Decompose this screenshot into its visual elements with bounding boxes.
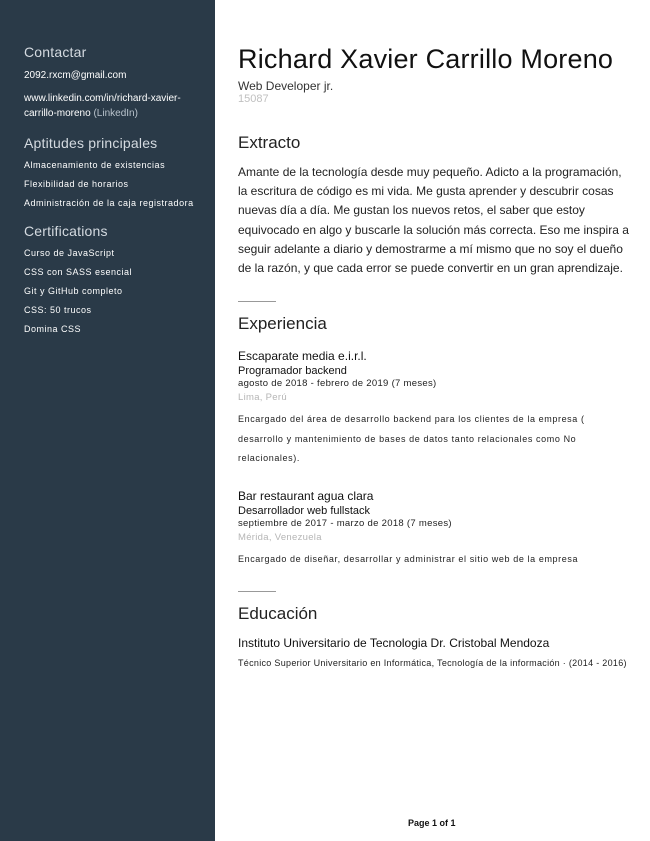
education-heading: Educación [238,604,318,624]
job-description: Encargado de diseñar, desarrollar y administrar el sitio web de la empresa [238,553,579,564]
job-company: Bar restaurant agua clara [238,488,374,503]
education-school: Instituto Universitario de Tecnologia Dr. Cristobal Mendoza [238,636,550,651]
summary-heading: Extracto [238,133,301,152]
job-title: Programador backend [238,365,347,378]
section-divider [238,301,276,302]
skills-section [24,135,205,209]
profile-headline: Web Developer jr. [238,79,334,93]
page-number: Page 1 of 1 [408,818,456,828]
job-description: Encargado del área de desarrollo backend para los clientes de la empresa ( desarrollo y mantenimiento de bases de datos tanto relacionales como No relacionales). [238,414,585,464]
linkedin-tag: (LinkedIn) [93,108,138,119]
email-link[interactable]: 2092.rxcm@gmail.com [24,70,127,81]
contact-section [24,44,205,121]
skill-item: Flexibilidad de horarios [24,179,129,189]
job-dates: agosto de 2018 - febrero de 2019 (7 meses) [238,378,437,390]
certification-item: Git y GitHub completo [24,286,123,296]
job-entry [238,349,630,469]
job-company: Escaparate media e.i.r.l. [238,349,367,364]
profile-location: 15087 [238,93,269,105]
skill-item: Almacenamiento de existencias [24,160,166,170]
skills-heading: Aptitudes principales [24,135,158,151]
certification-item: CSS: 50 trucos [24,305,92,315]
certifications-heading: Certifications [24,223,108,239]
summary-text: Amante de la tecnología desde muy pequeño. Adicto a la programación, la escritura de código es mi vida. Me gusta aprender y descubrir cosas nuevas día a día. Me gustan los nuevos retos, el saber que estoy equivocado en algo y buscarle la solución más correcta. Eso me inspira a seguir adelante a diario y demostrarme a mí mismo que no soy el dueño de la razón, y que cada error se puede convertir en un gran aprendizaje. [238,165,629,276]
sidebar [0,0,215,841]
experience-heading: Experiencia [238,314,327,334]
contact-heading: Contactar [24,44,87,60]
linkedin-link[interactable] [24,91,205,121]
main-content [238,0,630,673]
summary-section [238,133,630,278]
education-degree: Técnico Superior Universitario en Informática, Tecnología de la información · (2014 - 2016) [238,658,627,669]
certifications-section [24,223,205,335]
job-dates: septiembre de 2017 - marzo de 2018 (7 meses) [238,517,452,529]
job-entry [238,489,630,570]
certification-item: Domina CSS [24,324,82,334]
skill-item: Administración de la caja registradora [24,198,194,208]
certification-item: CSS con SASS esencial [24,267,133,277]
education-section [238,604,630,673]
experience-section [238,314,630,569]
skills-list [24,159,205,209]
profile-name: Richard Xavier Carrillo Moreno [238,44,614,74]
certifications-list [24,247,205,335]
linkedin-url[interactable]: www.linkedin.com/in/richard-xavier-carrillo-moreno [24,93,181,119]
certification-item: Curso de JavaScript [24,248,115,258]
job-location: Mérida, Venezuela [238,531,322,543]
job-location: Lima, Perú [238,392,287,404]
job-title: Desarrollador web fullstack [238,504,371,517]
section-divider [238,591,276,592]
